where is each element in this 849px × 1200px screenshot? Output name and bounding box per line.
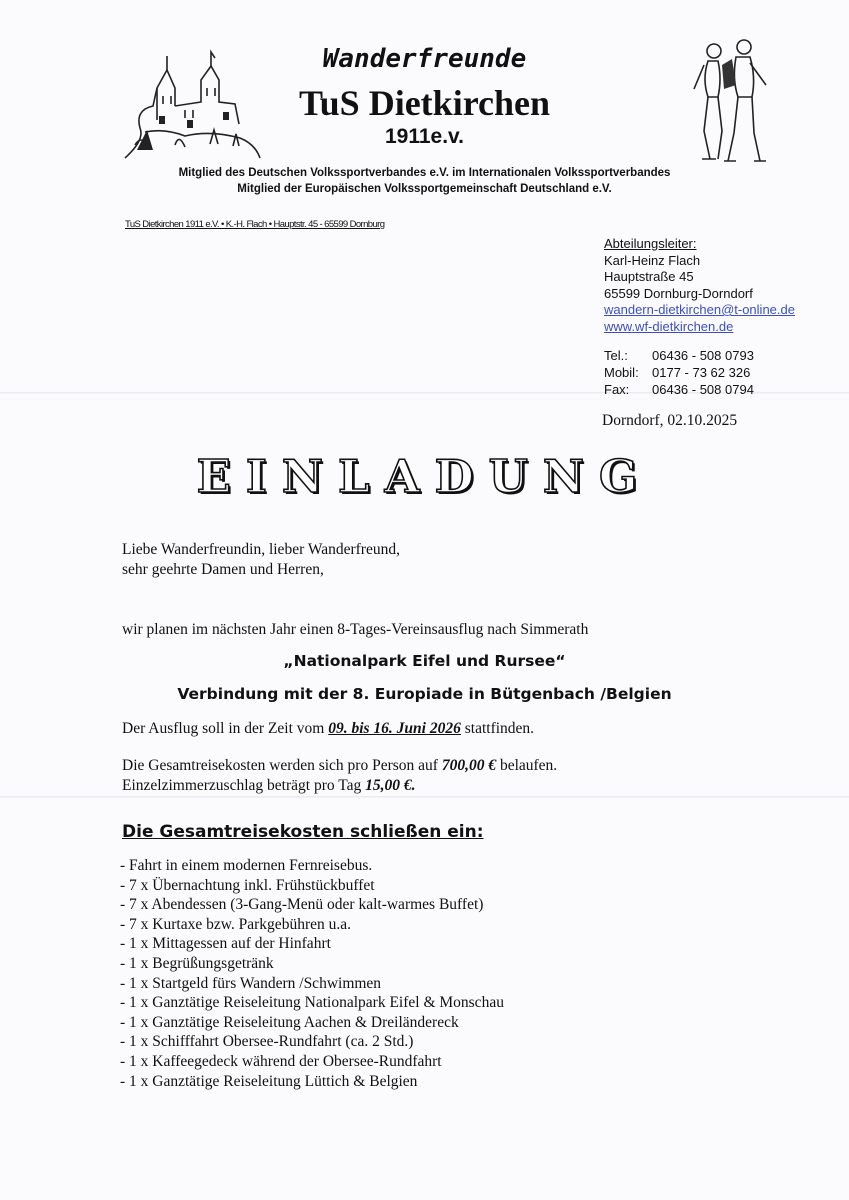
list-item: - 1 x Ganztätige Reiseleitung Nationalpark Eifel & Monschau: [120, 994, 504, 1012]
list-item: - 1 x Ganztätige Reiseleitung Lüttich & Belgien: [120, 1072, 418, 1090]
cost-line: [122, 757, 557, 775]
trip-title: „Nationalpark Eifel und Rursee“: [283, 652, 566, 670]
trip-subtitle: Verbindung mit der 8. Europiade in Bütgenbach /Belgien: [177, 685, 672, 703]
single-room-line: [122, 777, 415, 795]
mobil-label: Mobil:: [604, 365, 639, 380]
contact-email-link[interactable]: wandern-dietkirchen@t-online.de: [604, 302, 795, 317]
includes-list: [120, 856, 504, 1091]
list-item: - 1 x Kaffeegedeck während der Obersee-Rundfahrt: [120, 1052, 442, 1070]
phone-block: [604, 347, 754, 398]
paper-fold: [0, 796, 849, 798]
contact-name: Karl-Heinz Flach: [604, 252, 701, 268]
list-item: - 1 x Startgeld fürs Wandern /Schwimmen: [120, 974, 382, 992]
fax-label: Fax:: [604, 382, 630, 397]
list-item: - 1 x Begrüßungsgetränk: [120, 954, 274, 972]
salutation-line-2: sehr geehrte Damen und Herren,: [122, 561, 324, 578]
phone-row: [604, 347, 754, 364]
club-name-line1: Wanderfreunde: [322, 44, 527, 74]
list-item: - 1 x Mittagessen auf der Hinfahrt: [120, 935, 331, 953]
list-item: - 7 x Übernachtung inkl. Frühstückbuffet: [120, 876, 375, 894]
intro-text: wir planen im nächsten Jahr einen 8-Tages-Vereinsausflug nach Simmerath: [122, 621, 589, 638]
list-item: - 1 x Schifffahrt Obersee-Rundfahrt (ca. 2 Std.): [120, 1033, 414, 1051]
period-dates: 09. bis 16. Juni 2026: [328, 720, 461, 737]
list-item: - 1 x Ganztätige Reiseleitung Aachen & Dreiländereck: [120, 1013, 459, 1031]
invitation-title: EINLADUNG: [196, 450, 653, 503]
contact-website-link[interactable]: www.wf-dietkirchen.de: [604, 318, 734, 334]
membership-line-1: Mitglied des Deutschen Volkssportverbandes e.V. im Internationalen Volkssportverbandes: [178, 167, 671, 179]
contact-city: 65599 Dornburg-Dorndorf: [604, 285, 753, 301]
list-item: - 7 x Kurtaxe bzw. Parkgebühren u.a.: [120, 915, 351, 933]
fax-row: [604, 381, 754, 398]
contact-street: Hauptstraße 45: [604, 269, 694, 284]
list-item: - 7 x Abendessen (3-Gang-Menü oder kalt-warmes Buffet): [120, 896, 484, 914]
contact-role: Abteilungsleiter:: [604, 236, 697, 251]
fax-number: 06436 - 508 0794: [652, 382, 754, 397]
tel-label: Tel.:: [604, 348, 628, 363]
single-value: 15,00 €.: [365, 777, 416, 794]
list-item: - Fahrt in einem modernen Fernreisebus.: [120, 857, 373, 874]
includes-heading: Die Gesamtreisekosten schließen ein:: [122, 822, 484, 842]
cost-prefix: Die Gesamtreisekosten werden sich pro Person auf: [122, 757, 442, 774]
trip-period: [122, 720, 534, 738]
mobile-row: [604, 364, 754, 381]
letter-date: Dorndorf, 02.10.2025: [602, 412, 738, 429]
sender-address-line: TuS Dietkirchen 1911 e.V. • K.-H. Flach • Hauptstr. 45 - 65599 Dornburg: [125, 219, 385, 230]
club-founding-year: 1911e.v.: [384, 125, 465, 148]
contact-block: [604, 236, 795, 335]
cost-value: 700,00 €: [441, 757, 497, 774]
single-prefix: Einzelzimmerzuschlag beträgt pro Tag: [122, 777, 366, 794]
period-suffix: stattfinden.: [460, 720, 535, 737]
mobil-number: 0177 - 73 62 326: [652, 365, 751, 380]
salutation-line-1: Liebe Wanderfreundin, lieber Wanderfreund,: [122, 541, 400, 558]
club-name-line2: TuS Dietkirchen: [298, 83, 551, 123]
period-prefix: Der Ausflug soll in der Zeit vom: [122, 720, 329, 737]
membership-line-2: Mitglied der Europäischen Volkssportgemeinschaft Deutschland e.V.: [237, 183, 612, 195]
cost-suffix: belaufen.: [496, 757, 558, 774]
tel-number: 06436 - 508 0793: [652, 348, 754, 363]
